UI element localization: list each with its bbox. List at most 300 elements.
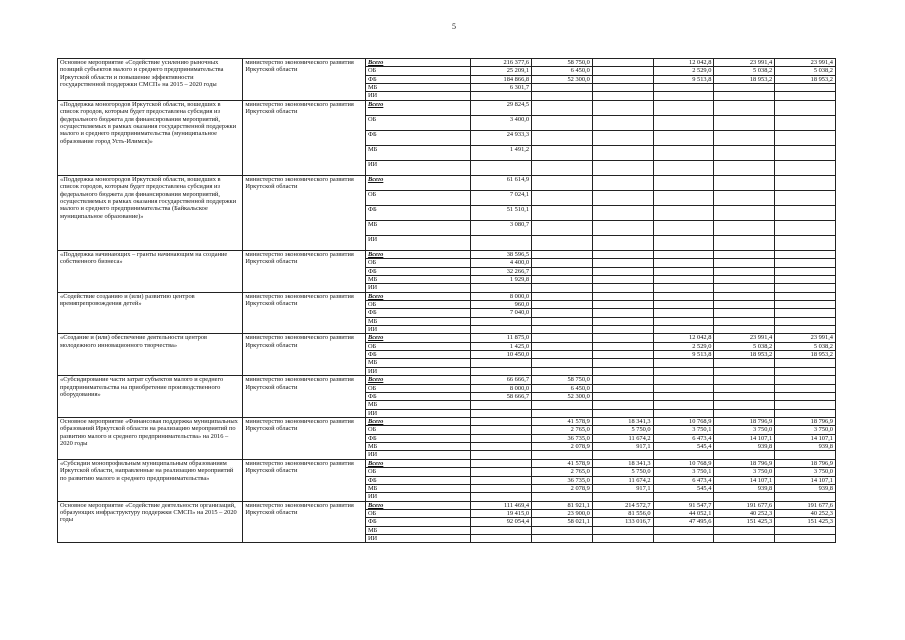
amount-cell — [714, 359, 775, 367]
amount-cell: 10 450,0 — [471, 351, 532, 359]
funding-source: Всего — [365, 417, 470, 425]
amount-cell — [714, 493, 775, 501]
amount-cell: 44 052,1 — [653, 509, 714, 517]
funding-source: ОБ — [365, 67, 470, 75]
executor-name: министерство экономического развития Иркутской области — [243, 417, 366, 459]
amount-cell — [653, 535, 714, 543]
amount-cell — [592, 190, 653, 205]
amount-cell — [775, 259, 836, 267]
amount-cell — [532, 526, 593, 534]
amount-cell — [532, 160, 593, 175]
amount-cell — [775, 392, 836, 400]
amount-cell: 29 824,5 — [471, 100, 532, 115]
amount-cell — [532, 334, 593, 342]
amount-cell: 7 024,1 — [471, 190, 532, 205]
amount-cell — [653, 205, 714, 220]
amount-cell — [775, 292, 836, 300]
amount-cell — [471, 326, 532, 334]
amount-cell: 23 991,4 — [714, 334, 775, 342]
amount-cell — [532, 130, 593, 145]
table-row — [58, 376, 836, 384]
amount-cell — [714, 376, 775, 384]
funding-source: ФБ — [365, 130, 470, 145]
amount-cell — [532, 275, 593, 283]
amount-cell: 6 473,4 — [653, 434, 714, 442]
amount-cell — [714, 267, 775, 275]
amount-cell — [775, 367, 836, 375]
amount-cell — [532, 145, 593, 160]
amount-cell — [775, 235, 836, 250]
amount-cell — [471, 160, 532, 175]
table-row — [58, 459, 836, 467]
amount-cell — [653, 392, 714, 400]
amount-cell — [592, 100, 653, 115]
funding-source: Всего — [365, 250, 470, 258]
amount-cell: 8 000,0 — [471, 292, 532, 300]
amount-cell — [471, 235, 532, 250]
amount-cell: 47 495,6 — [653, 518, 714, 526]
amount-cell — [653, 359, 714, 367]
amount-cell: 58 750,0 — [532, 376, 593, 384]
amount-cell: 23 900,0 — [532, 509, 593, 517]
amount-cell — [592, 493, 653, 501]
funding-source: МБ — [365, 84, 470, 92]
amount-cell: 81 921,1 — [532, 501, 593, 509]
amount-cell — [592, 267, 653, 275]
amount-cell: 939,8 — [775, 443, 836, 451]
amount-cell — [714, 92, 775, 100]
funding-source: ИИ — [365, 92, 470, 100]
amount-cell: 14 107,1 — [775, 476, 836, 484]
amount-cell: 6 450,0 — [532, 384, 593, 392]
amount-cell: 81 556,0 — [592, 509, 653, 517]
amount-cell — [653, 284, 714, 292]
amount-cell: 58 666,7 — [471, 392, 532, 400]
amount-cell — [532, 451, 593, 459]
funding-source: ФБ — [365, 75, 470, 83]
amount-cell — [714, 130, 775, 145]
amount-cell — [592, 526, 653, 534]
measure-name: «Поддержка начинающих – гранты начинающим на создание собственного бизнеса» — [58, 250, 243, 292]
amount-cell — [532, 267, 593, 275]
amount-cell: 51 510,1 — [471, 205, 532, 220]
funding-source: ОБ — [365, 115, 470, 130]
budget-table-body — [58, 59, 836, 543]
amount-cell: 40 252,3 — [775, 509, 836, 517]
amount-cell: 14 107,1 — [775, 434, 836, 442]
amount-cell — [532, 409, 593, 417]
amount-cell — [653, 235, 714, 250]
amount-cell — [653, 160, 714, 175]
amount-cell — [471, 451, 532, 459]
amount-cell — [653, 190, 714, 205]
amount-cell: 5 038,2 — [775, 67, 836, 75]
amount-cell — [714, 175, 775, 190]
funding-source: Всего — [365, 376, 470, 384]
amount-cell: 6 301,7 — [471, 84, 532, 92]
amount-cell: 184 866,8 — [471, 75, 532, 83]
funding-source: МБ — [365, 359, 470, 367]
amount-cell — [592, 401, 653, 409]
amount-cell — [714, 235, 775, 250]
amount-cell — [775, 92, 836, 100]
amount-cell — [714, 284, 775, 292]
funding-source: ФБ — [365, 351, 470, 359]
amount-cell — [714, 220, 775, 235]
amount-cell — [775, 145, 836, 160]
amount-cell: 24 933,3 — [471, 130, 532, 145]
amount-cell — [532, 100, 593, 115]
amount-cell — [471, 426, 532, 434]
funding-source: ОБ — [365, 300, 470, 308]
table-row — [58, 59, 836, 67]
table-row — [58, 100, 836, 115]
amount-cell: 11 674,2 — [592, 476, 653, 484]
amount-cell: 14 107,1 — [714, 476, 775, 484]
amount-cell — [775, 359, 836, 367]
measure-name: «Субсидии монопрофильным муниципальным образованиям Иркутской области, направленные на реализацию мероприятий по развитию малого и среднего предпринимательства» — [58, 459, 243, 501]
amount-cell: 3 400,0 — [471, 115, 532, 130]
amount-cell — [714, 392, 775, 400]
amount-cell: 191 677,6 — [775, 501, 836, 509]
amount-cell — [532, 309, 593, 317]
amount-cell — [592, 317, 653, 325]
amount-cell — [714, 526, 775, 534]
amount-cell: 151 425,3 — [775, 518, 836, 526]
amount-cell: 40 252,3 — [714, 509, 775, 517]
amount-cell — [592, 175, 653, 190]
amount-cell: 8 000,0 — [471, 384, 532, 392]
amount-cell — [471, 401, 532, 409]
amount-cell — [653, 493, 714, 501]
amount-cell — [714, 275, 775, 283]
funding-source: Всего — [365, 334, 470, 342]
amount-cell — [592, 115, 653, 130]
amount-cell — [592, 275, 653, 283]
amount-cell — [714, 292, 775, 300]
funding-source: ИИ — [365, 493, 470, 501]
amount-cell — [714, 309, 775, 317]
amount-cell — [592, 359, 653, 367]
amount-cell — [714, 367, 775, 375]
funding-source: ОБ — [365, 342, 470, 350]
funding-source: ФБ — [365, 476, 470, 484]
amount-cell: 5 038,2 — [714, 67, 775, 75]
amount-cell — [653, 259, 714, 267]
amount-cell — [775, 376, 836, 384]
amount-cell — [592, 300, 653, 308]
amount-cell — [532, 300, 593, 308]
amount-cell — [532, 284, 593, 292]
funding-source: ОБ — [365, 384, 470, 392]
funding-source: ИИ — [365, 451, 470, 459]
amount-cell — [471, 434, 532, 442]
amount-cell: 25 209,1 — [471, 67, 532, 75]
amount-cell — [592, 250, 653, 258]
executor-name: министерство экономического развития Иркутской области — [243, 100, 366, 175]
amount-cell — [775, 384, 836, 392]
amount-cell — [592, 326, 653, 334]
amount-cell — [532, 175, 593, 190]
amount-cell — [775, 409, 836, 417]
amount-cell — [592, 220, 653, 235]
amount-cell: 18 796,9 — [714, 459, 775, 467]
amount-cell: 92 054,4 — [471, 518, 532, 526]
funding-source: ИИ — [365, 160, 470, 175]
amount-cell: 3 750,0 — [775, 426, 836, 434]
measure-name: «Поддержка моногородов Иркутской области, вошедших в список городов, которым будет предоставлена субсидия из федерального бюджета для финансирования мероприятий, осуществляемых в рамках оказания государственной поддержки малого и среднего предпринимательства (муниципальное образование город Усть-Илимск)» — [58, 100, 243, 175]
amount-cell — [532, 317, 593, 325]
amount-cell — [714, 160, 775, 175]
amount-cell: 18 341,3 — [592, 459, 653, 467]
amount-cell — [714, 384, 775, 392]
amount-cell: 133 016,7 — [592, 518, 653, 526]
funding-source: МБ — [365, 443, 470, 451]
amount-cell — [532, 84, 593, 92]
amount-cell: 10 768,9 — [653, 417, 714, 425]
amount-cell — [532, 190, 593, 205]
funding-source: ФБ — [365, 518, 470, 526]
amount-cell — [714, 409, 775, 417]
amount-cell — [653, 267, 714, 275]
table-row — [58, 501, 836, 509]
amount-cell — [714, 145, 775, 160]
amount-cell: 960,0 — [471, 300, 532, 308]
amount-cell — [775, 250, 836, 258]
amount-cell: 52 300,0 — [532, 75, 593, 83]
funding-source: МБ — [365, 526, 470, 534]
amount-cell — [592, 75, 653, 83]
measure-name: Основное мероприятие «Содействие деятельности организаций, образующих инфраструктуру поддержки СМСП» на 2015 – 2020 годы — [58, 501, 243, 543]
amount-cell — [532, 493, 593, 501]
amount-cell — [532, 326, 593, 334]
page-number: 5 — [452, 22, 456, 31]
amount-cell — [592, 205, 653, 220]
amount-cell — [471, 443, 532, 451]
funding-source: Всего — [365, 459, 470, 467]
amount-cell: 3 080,7 — [471, 220, 532, 235]
amount-cell: 545,4 — [653, 443, 714, 451]
funding-source: ИИ — [365, 367, 470, 375]
amount-cell: 11 674,2 — [592, 434, 653, 442]
amount-cell: 7 040,0 — [471, 309, 532, 317]
amount-cell — [592, 351, 653, 359]
funding-source: МБ — [365, 484, 470, 492]
funding-source: ОБ — [365, 259, 470, 267]
amount-cell — [592, 130, 653, 145]
amount-cell — [714, 326, 775, 334]
amount-cell — [532, 367, 593, 375]
amount-cell: 58 021,1 — [532, 518, 593, 526]
amount-cell: 2 529,0 — [653, 67, 714, 75]
amount-cell — [653, 84, 714, 92]
amount-cell: 3 750,1 — [653, 468, 714, 476]
amount-cell — [653, 309, 714, 317]
funding-source: МБ — [365, 401, 470, 409]
amount-cell: 3 750,0 — [714, 468, 775, 476]
amount-cell — [592, 342, 653, 350]
amount-cell — [592, 235, 653, 250]
funding-source: МБ — [365, 220, 470, 235]
amount-cell: 545,4 — [653, 484, 714, 492]
amount-cell — [471, 459, 532, 467]
amount-cell — [592, 292, 653, 300]
amount-cell: 3 750,0 — [714, 426, 775, 434]
amount-cell — [471, 409, 532, 417]
amount-cell: 939,8 — [714, 484, 775, 492]
funding-source: ФБ — [365, 267, 470, 275]
amount-cell: 5 038,2 — [775, 342, 836, 350]
amount-cell — [592, 92, 653, 100]
amount-cell: 216 377,6 — [471, 59, 532, 67]
amount-cell — [592, 284, 653, 292]
executor-name: министерство экономического развития Иркутской области — [243, 501, 366, 543]
amount-cell — [653, 401, 714, 409]
amount-cell — [592, 535, 653, 543]
funding-source: ОБ — [365, 190, 470, 205]
amount-cell: 41 578,9 — [532, 417, 593, 425]
funding-source: Всего — [365, 175, 470, 190]
amount-cell — [532, 401, 593, 409]
amount-cell — [714, 250, 775, 258]
amount-cell — [471, 317, 532, 325]
measure-name: «Субсидирование части затрат субъектов малого и среднего предпринимательства на приобретение производственного оборудования» — [58, 376, 243, 418]
amount-cell — [532, 259, 593, 267]
amount-cell — [714, 535, 775, 543]
table-row — [58, 175, 836, 190]
amount-cell: 23 991,4 — [775, 59, 836, 67]
amount-cell — [653, 384, 714, 392]
amount-cell — [775, 267, 836, 275]
amount-cell — [714, 84, 775, 92]
amount-cell — [471, 484, 532, 492]
amount-cell — [775, 526, 836, 534]
funding-source: Всего — [365, 59, 470, 67]
funding-source: МБ — [365, 317, 470, 325]
amount-cell: 3 750,1 — [653, 426, 714, 434]
table-row — [58, 334, 836, 342]
amount-cell — [714, 451, 775, 459]
amount-cell — [471, 284, 532, 292]
amount-cell: 9 513,8 — [653, 351, 714, 359]
amount-cell — [775, 401, 836, 409]
amount-cell — [532, 220, 593, 235]
amount-cell — [714, 317, 775, 325]
amount-cell: 151 425,3 — [714, 518, 775, 526]
amount-cell — [653, 115, 714, 130]
executor-name: министерство экономического развития Иркутской области — [243, 459, 366, 501]
amount-cell: 52 300,0 — [532, 392, 593, 400]
funding-source: ФБ — [365, 309, 470, 317]
amount-cell: 3 750,0 — [775, 468, 836, 476]
amount-cell — [592, 309, 653, 317]
amount-cell — [775, 115, 836, 130]
amount-cell: 2 078,9 — [532, 443, 593, 451]
amount-cell — [775, 220, 836, 235]
amount-cell — [592, 409, 653, 417]
amount-cell — [775, 100, 836, 115]
amount-cell — [653, 145, 714, 160]
funding-source: ФБ — [365, 205, 470, 220]
funding-source: ИИ — [365, 284, 470, 292]
amount-cell: 18 953,2 — [775, 351, 836, 359]
amount-cell: 5 750,0 — [592, 426, 653, 434]
amount-cell — [592, 384, 653, 392]
amount-cell: 2 765,0 — [532, 468, 593, 476]
amount-cell — [592, 84, 653, 92]
measure-name: «Поддержка моногородов Иркутской области, вошедших в список городов, которым будет предоставлена субсидия из федерального бюджета для финансирования мероприятий, осуществляемых в рамках оказания государственной поддержки малого и среднего предпринимательства (Байкальское муниципальное образование)» — [58, 175, 243, 250]
amount-cell — [775, 284, 836, 292]
amount-cell — [592, 376, 653, 384]
executor-name: министерство экономического развития Иркутской области — [243, 292, 366, 334]
amount-cell: 917,1 — [592, 443, 653, 451]
amount-cell — [775, 326, 836, 334]
amount-cell — [532, 359, 593, 367]
amount-cell — [592, 367, 653, 375]
amount-cell: 12 042,8 — [653, 334, 714, 342]
amount-cell — [714, 190, 775, 205]
amount-cell — [775, 130, 836, 145]
amount-cell — [653, 451, 714, 459]
amount-cell — [592, 259, 653, 267]
amount-cell — [775, 493, 836, 501]
amount-cell: 38 596,5 — [471, 250, 532, 258]
table-row — [58, 417, 836, 425]
funding-source: МБ — [365, 145, 470, 160]
amount-cell: 36 735,0 — [532, 476, 593, 484]
amount-cell: 1 425,0 — [471, 342, 532, 350]
amount-cell — [775, 160, 836, 175]
amount-cell: 41 578,9 — [532, 459, 593, 467]
amount-cell — [471, 92, 532, 100]
amount-cell — [653, 367, 714, 375]
amount-cell: 58 750,0 — [532, 59, 593, 67]
amount-cell — [592, 67, 653, 75]
amount-cell — [653, 376, 714, 384]
executor-name: министерство экономического развития Иркутской области — [243, 59, 366, 101]
amount-cell — [714, 300, 775, 308]
amount-cell — [653, 300, 714, 308]
amount-cell — [653, 317, 714, 325]
amount-cell — [775, 309, 836, 317]
funding-source: Всего — [365, 292, 470, 300]
executor-name: министерство экономического развития Иркутской области — [243, 376, 366, 418]
amount-cell — [775, 535, 836, 543]
amount-cell: 2 765,0 — [532, 426, 593, 434]
amount-cell: 91 547,7 — [653, 501, 714, 509]
executor-name: министерство экономического развития Иркутской области — [243, 334, 366, 376]
amount-cell: 4 400,0 — [471, 259, 532, 267]
amount-cell: 6 473,4 — [653, 476, 714, 484]
amount-cell — [532, 292, 593, 300]
amount-cell: 191 677,6 — [714, 501, 775, 509]
amount-cell — [471, 359, 532, 367]
amount-cell: 23 991,4 — [775, 334, 836, 342]
funding-source: ОБ — [365, 426, 470, 434]
amount-cell — [714, 205, 775, 220]
amount-cell — [653, 292, 714, 300]
amount-cell — [775, 451, 836, 459]
amount-cell: 23 991,4 — [714, 59, 775, 67]
funding-source: ИИ — [365, 326, 470, 334]
amount-cell — [653, 326, 714, 334]
amount-cell: 2 078,9 — [532, 484, 593, 492]
amount-cell — [471, 535, 532, 543]
amount-cell: 18 953,2 — [775, 75, 836, 83]
amount-cell: 18 953,2 — [714, 75, 775, 83]
amount-cell: 6 450,0 — [532, 67, 593, 75]
funding-source: ФБ — [365, 434, 470, 442]
